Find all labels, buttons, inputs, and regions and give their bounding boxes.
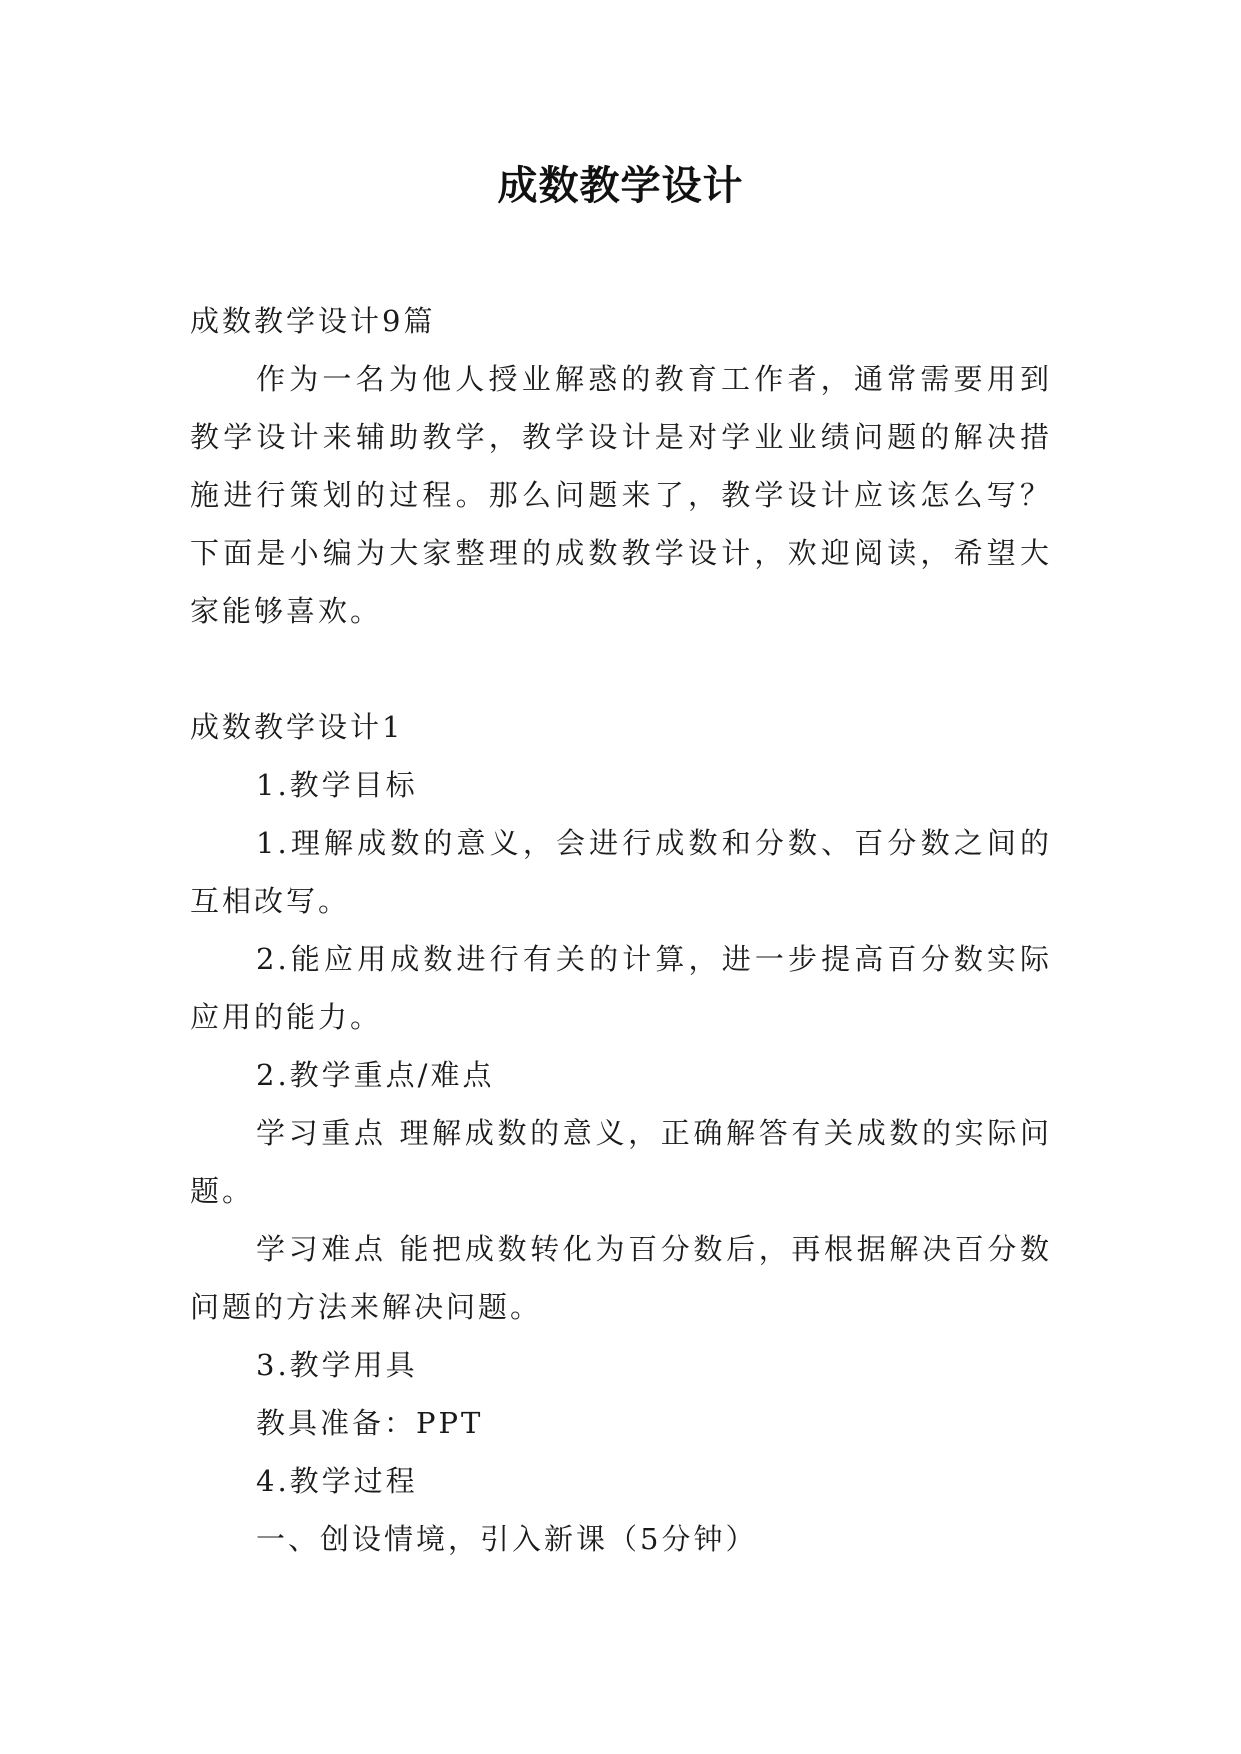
section-heading: 成数教学设计1 <box>190 710 404 744</box>
body-paragraph: 一、创设情境，引入新课（5分钟） <box>256 1522 758 1556</box>
body-paragraph: 2.能应用成数进行有关的计算，进一步提高百分数实际应用的能力。 <box>190 942 1052 1034</box>
body-paragraph: 教具准备：PPT <box>256 1406 484 1440</box>
body-paragraph: 学习难点 能把成数转化为百分数后，再根据解决百分数问题的方法来解决问题。 <box>190 1232 1052 1324</box>
body-paragraph: 1.理解成数的意义，会进行成数和分数、百分数之间的互相改写。 <box>190 826 1052 918</box>
subsection-heading: 1.教学目标 <box>256 768 418 802</box>
section-heading: 成数教学设计9篇 <box>190 304 436 338</box>
subsection-heading: 2.教学重点/难点 <box>256 1058 495 1092</box>
document-body <box>190 292 1052 1568</box>
body-paragraph: 学习重点 理解成数的意义，正确解答有关成数的实际问题。 <box>190 1116 1052 1208</box>
intro-paragraph: 作为一名为他人授业解惑的教育工作者，通常需要用到教学设计来辅助教学，教学设计是对学业业绩问题的解决措施进行策划的过程。那么问题来了，教学设计应该怎么写？下面是小编为大家整理的成数教学设计，欢迎阅读，希望大家能够喜欢。 <box>190 362 1052 628</box>
document-title: 成数教学设计 <box>497 162 744 209</box>
subsection-heading: 4.教学过程 <box>256 1464 418 1498</box>
subsection-heading: 3.教学用具 <box>256 1348 418 1382</box>
